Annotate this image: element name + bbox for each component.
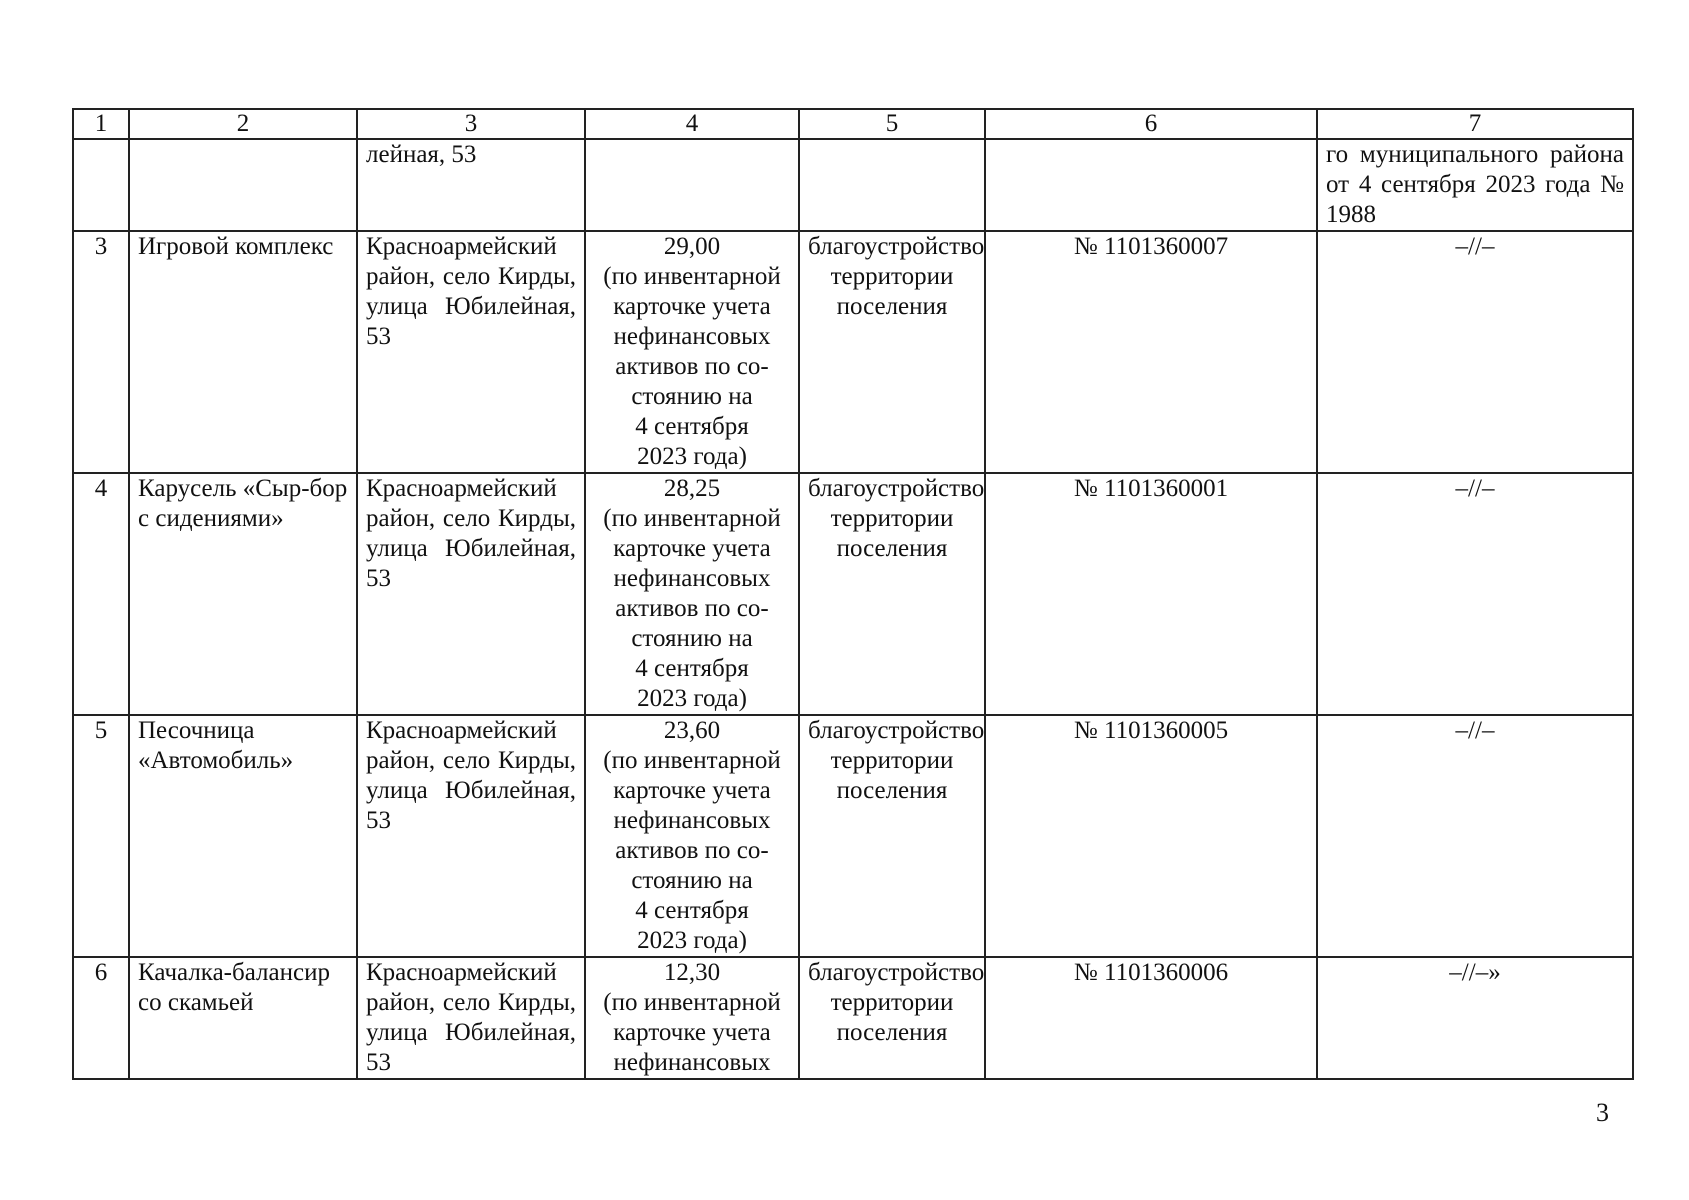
cost-line: нефинансовых xyxy=(613,1049,771,1076)
cell-inventory: № 1101360005 xyxy=(985,715,1317,957)
cell-cost xyxy=(585,957,799,1079)
cell-inventory: № 1101360006 xyxy=(985,957,1317,1079)
cost-line: (по инвентарной xyxy=(603,263,781,290)
cell-purpose: благоустройство территории поселения xyxy=(799,957,985,1079)
cost-line: карточке учета xyxy=(613,535,771,562)
cost-line: 29,00 xyxy=(663,233,721,260)
cell-address: Красноармейский район, село Кирды, улица Юбилейная, 53 xyxy=(357,473,585,715)
cost-line: (по инвентарной xyxy=(603,989,781,1016)
cell-purpose: благоустройство территории поселения xyxy=(799,473,985,715)
cost-line: активов по со- xyxy=(615,353,769,380)
cost-line: карточке учета xyxy=(613,1019,771,1046)
cost-line: 2023 года) xyxy=(637,685,747,712)
cost-line: 2023 года) xyxy=(637,443,747,470)
cell-name xyxy=(129,139,357,231)
table-row xyxy=(73,957,1633,1079)
column-header-3: 3 xyxy=(357,109,585,139)
cell-name: Песочница «Автомобиль» xyxy=(129,715,357,957)
table-row xyxy=(73,473,1633,715)
cost-line: карточке учета xyxy=(613,777,771,804)
cell-cost xyxy=(585,473,799,715)
cell-cost xyxy=(585,139,799,231)
property-table xyxy=(72,108,1634,1080)
cell-name: Качалка-балансир со скамьей xyxy=(129,957,357,1079)
cost-line: (по инвентарной xyxy=(603,747,781,774)
column-header-6: 6 xyxy=(985,109,1317,139)
cost-line: активов по со- xyxy=(615,595,769,622)
cost-line: 28,25 xyxy=(663,475,721,502)
cost-line: карточке учета xyxy=(613,293,771,320)
column-header-7: 7 xyxy=(1317,109,1633,139)
cell-cost xyxy=(585,231,799,473)
column-header-1: 1 xyxy=(73,109,129,139)
cost-line: стоянию на xyxy=(631,867,753,894)
cost-line: 4 сентября xyxy=(635,413,749,440)
cost-line: 12,30 xyxy=(663,959,721,986)
cell-num: 4 xyxy=(73,473,129,715)
column-number-header xyxy=(73,109,1633,139)
cell-num xyxy=(73,139,129,231)
cost-line: 2023 года) xyxy=(637,927,747,954)
cell-address: лейная, 53 xyxy=(357,139,585,231)
cell-purpose: благоустройство территории поселения xyxy=(799,231,985,473)
table-row xyxy=(73,715,1633,957)
cell-inventory: № 1101360001 xyxy=(985,473,1317,715)
cell-basis: –//– xyxy=(1317,715,1633,957)
cell-num: 5 xyxy=(73,715,129,957)
column-header-4: 4 xyxy=(585,109,799,139)
cost-line: 23,60 xyxy=(663,717,721,744)
cell-inventory: № 1101360007 xyxy=(985,231,1317,473)
cost-line: стоянию на xyxy=(631,383,753,410)
cell-cost xyxy=(585,715,799,957)
cost-line: нефинансовых xyxy=(613,807,771,834)
continuation-row xyxy=(73,139,1633,231)
cost-line: 4 сентября xyxy=(635,655,749,682)
cost-line: 4 сентября xyxy=(635,897,749,924)
cost-line: активов по со- xyxy=(615,837,769,864)
cell-name: Игровой комплекс xyxy=(129,231,357,473)
cell-address: Красноармейский район, село Кирды, улица Юбилейная, 53 xyxy=(357,957,585,1079)
cell-address: Красноармейский район, село Кирды, улица Юбилейная, 53 xyxy=(357,231,585,473)
cell-name: Карусель «Сыр-бор с сидениями» xyxy=(129,473,357,715)
cost-line: нефинансовых xyxy=(613,323,771,350)
cell-num: 3 xyxy=(73,231,129,473)
page-number: 3 xyxy=(1596,1098,1609,1127)
cell-num: 6 xyxy=(73,957,129,1079)
column-header-2: 2 xyxy=(129,109,357,139)
cost-line: стоянию на xyxy=(631,625,753,652)
cost-line: (по инвентарной xyxy=(603,505,781,532)
cell-basis: го муниципального района от 4 сентября 2023 года № 1988 xyxy=(1317,139,1633,231)
cell-basis: –//–» xyxy=(1317,957,1633,1079)
cell-purpose xyxy=(799,139,985,231)
cell-basis: –//– xyxy=(1317,231,1633,473)
cell-inventory xyxy=(985,139,1317,231)
cell-purpose: благоустройство территории поселения xyxy=(799,715,985,957)
column-header-5: 5 xyxy=(799,109,985,139)
cell-address: Красноармейский район, село Кирды, улица Юбилейная, 53 xyxy=(357,715,585,957)
table-row xyxy=(73,231,1633,473)
cell-basis: –//– xyxy=(1317,473,1633,715)
cost-line: нефинансовых xyxy=(613,565,771,592)
